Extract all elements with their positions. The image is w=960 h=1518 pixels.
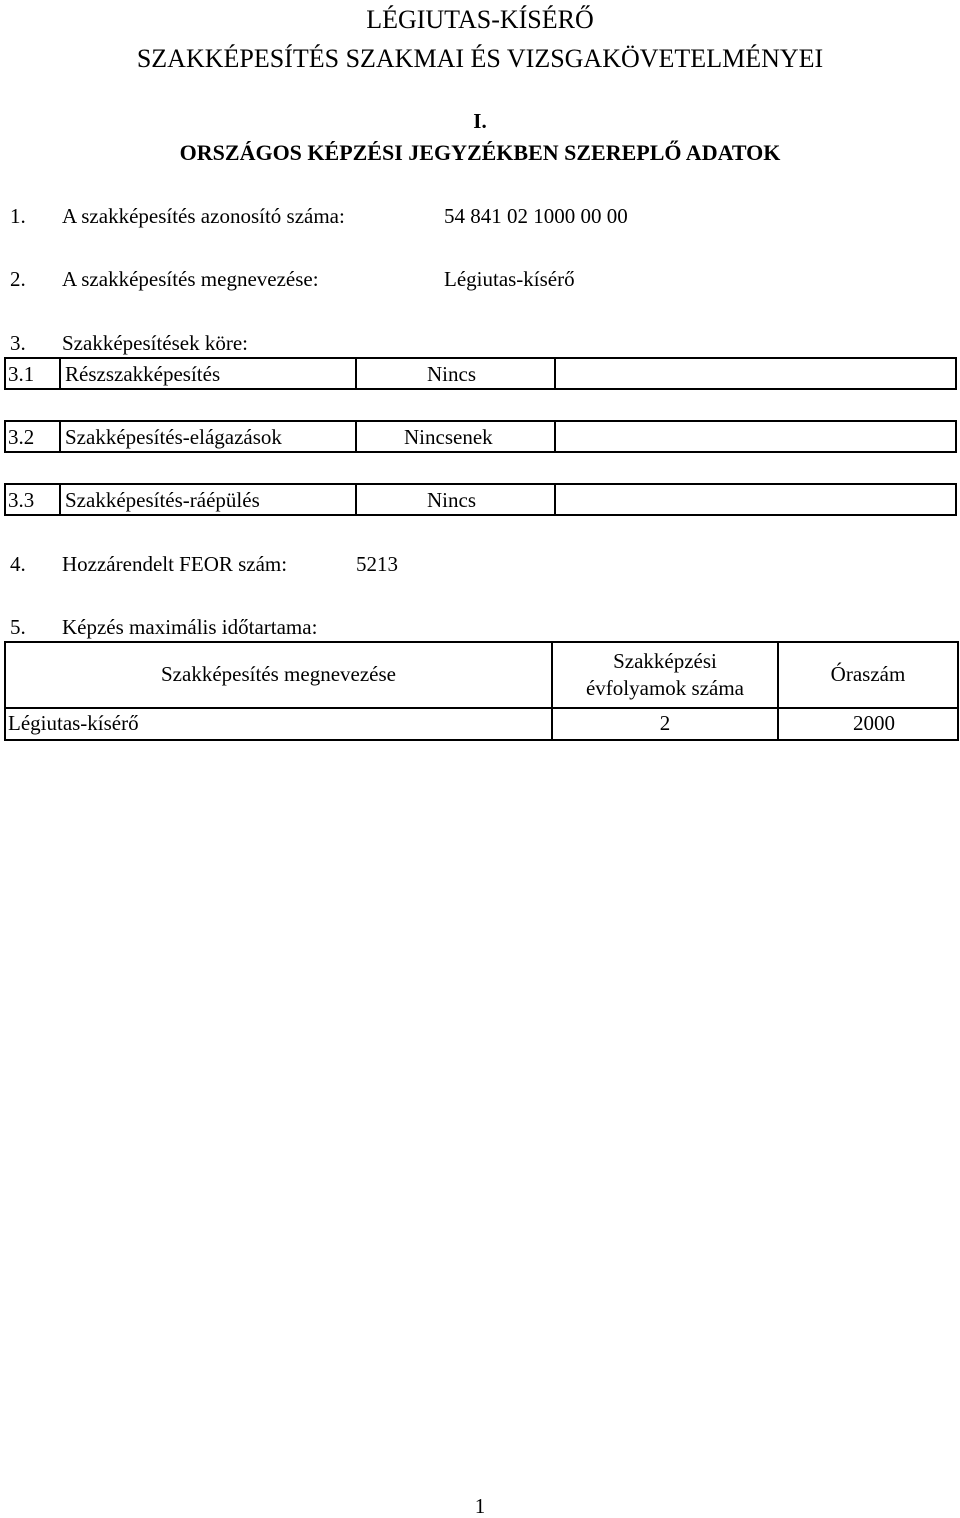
feor-number-value: 5213	[356, 552, 398, 576]
sub-row-label: Részszakképesítés	[65, 362, 221, 386]
table-row	[5, 708, 958, 740]
cell-hours: 2000	[778, 708, 958, 740]
sub-row-empty-cell	[556, 422, 955, 451]
item-5-number: 5.	[10, 615, 26, 639]
sub-row-number: 3.1	[8, 362, 35, 386]
sub-row-value: Nincs	[427, 362, 476, 386]
sub-row-label: Szakképesítés-ráépülés	[65, 488, 260, 512]
sub-row-value: Nincs	[427, 488, 476, 512]
item-1-number: 1.	[10, 204, 26, 228]
sub-row-value: Nincsenek	[404, 425, 493, 449]
section-number: I.	[473, 109, 487, 133]
sub-row-number: 3.3	[8, 488, 35, 512]
qualification-name-value: Légiutas-kísérő	[444, 267, 575, 291]
sub-row-empty-cell	[556, 359, 955, 388]
sub-row-branches	[4, 420, 957, 453]
item-1-label: A szakképesítés azonosító száma:	[62, 204, 345, 228]
column-header-hours: Óraszám	[778, 642, 958, 708]
item-4-label: Hozzárendelt FEOR szám:	[62, 552, 288, 576]
item-2-number: 2.	[10, 267, 26, 291]
sub-row-number: 3.2	[8, 425, 35, 449]
section-title: ORSZÁGOS KÉPZÉSI JEGYZÉKBEN SZEREPLŐ ADATOK	[179, 140, 781, 165]
qualification-id-value: 54 841 02 1000 00 00	[444, 204, 628, 228]
sub-row-partial-qualification	[4, 357, 957, 390]
document-subtitle: SZAKKÉPESÍTÉS SZAKMAI ÉS VIZSGAKÖVETELMÉNYEI	[136, 44, 824, 73]
column-header-qualification-name: Szakképesítés megnevezése	[5, 642, 552, 708]
sub-row-empty-cell	[556, 485, 955, 514]
page-number: 1	[474, 1494, 486, 1518]
column-header-years-line1: Szakképzési	[613, 648, 717, 673]
sub-row-label: Szakképesítés-elágazások	[65, 425, 282, 449]
sub-row-build-on	[4, 483, 957, 516]
cell-qualification-name: Légiutas-kísérő	[5, 708, 552, 740]
item-2-label: A szakképesítés megnevezése:	[62, 267, 319, 291]
document-title: LÉGIUTAS-KÍSÉRŐ	[366, 5, 594, 34]
item-4-number: 4.	[10, 552, 26, 576]
cell-years: 2	[552, 708, 778, 740]
item-3-label: Szakképesítések köre:	[62, 331, 249, 355]
item-3-number: 3.	[10, 331, 26, 355]
training-duration-table	[4, 641, 959, 741]
column-header-years	[552, 642, 778, 708]
item-5-label: Képzés maximális időtartama:	[62, 615, 318, 639]
column-header-years-line2: évfolyamok száma	[585, 676, 745, 700]
